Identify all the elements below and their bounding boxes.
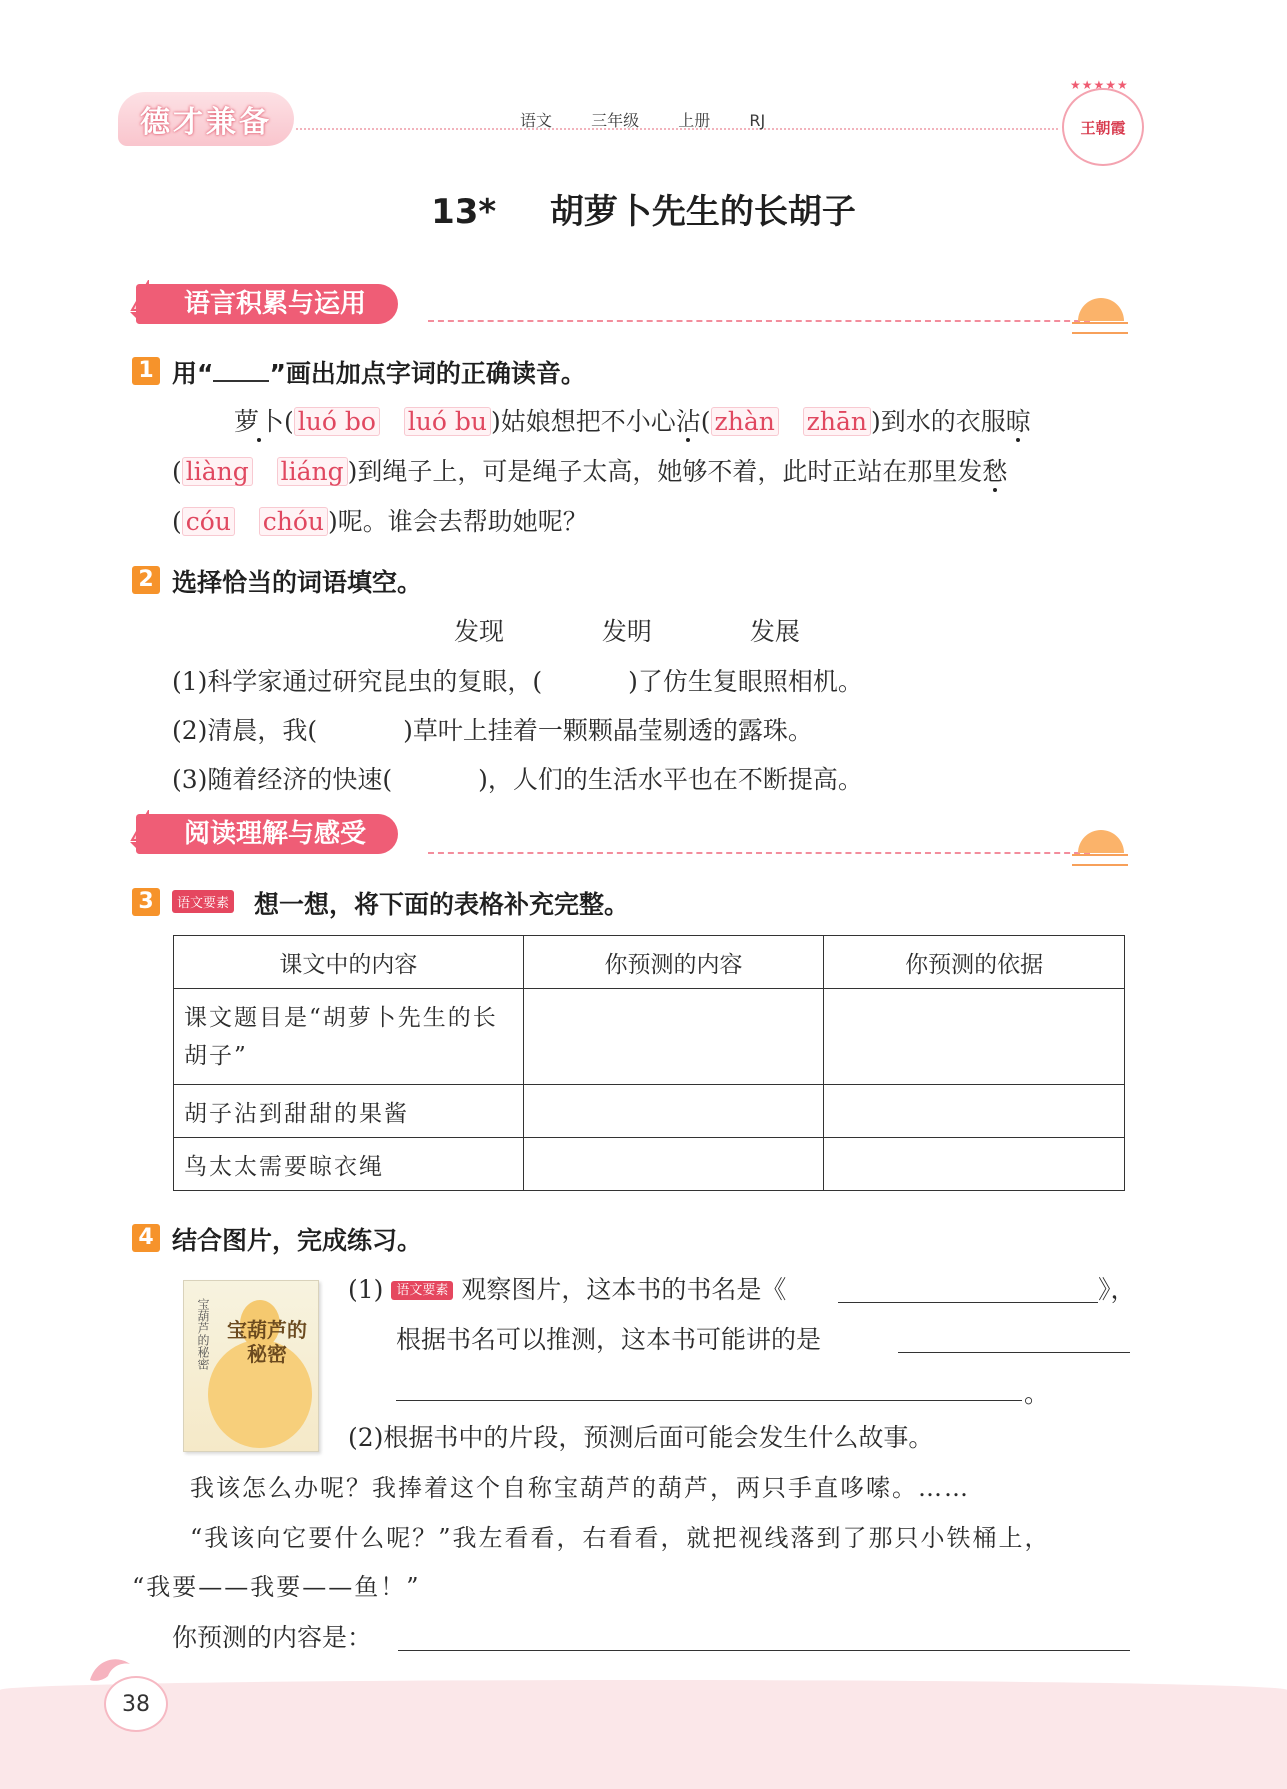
q2-sentence-1 bbox=[172, 662, 863, 698]
text: (2)清晨，我( bbox=[172, 716, 318, 745]
final-answer-line[interactable] bbox=[398, 1650, 1130, 1651]
pinyin-option[interactable]: liáng bbox=[277, 457, 348, 486]
word-option: 发明 bbox=[601, 617, 652, 646]
element-tag: 语文要素 bbox=[172, 890, 234, 913]
pinyin-option[interactable]: zhàn bbox=[711, 407, 779, 436]
word-bank bbox=[454, 612, 800, 648]
question-3-prompt: 想一想，将下面的表格补充完整。 bbox=[254, 890, 630, 919]
q4-part-1-prediction: 根据书名可以推测，这本书可能讲的是 bbox=[396, 1325, 822, 1354]
prediction-answer-line[interactable] bbox=[898, 1352, 1130, 1353]
page-title bbox=[0, 184, 1287, 233]
table-row bbox=[174, 1138, 1125, 1191]
section-divider bbox=[428, 320, 1090, 322]
excerpt-line: 我该怎么办呢？我捧着这个自称宝葫芦的葫芦，两只手直哆嗦。…… bbox=[190, 1474, 970, 1502]
brand-logo: 德才兼备 bbox=[118, 92, 294, 146]
book-title-answer-line[interactable] bbox=[838, 1302, 1098, 1303]
text: )了仿生复眼照相机。 bbox=[628, 667, 863, 696]
text: 呢。谁会去帮助她呢？ bbox=[337, 507, 588, 536]
question-1-prompt bbox=[172, 354, 586, 390]
answer-label: 你预测的内容是： bbox=[172, 1623, 373, 1652]
lesson-number: 13* bbox=[431, 192, 497, 232]
underline-sample bbox=[213, 358, 269, 382]
pinyin-option[interactable]: chóu bbox=[259, 507, 328, 536]
prompt-part: ”画出加点字词的正确读音。 bbox=[269, 359, 586, 388]
stamp-stars-icon: ★★★★★ bbox=[1070, 78, 1129, 92]
volume: 上册 bbox=[678, 111, 711, 130]
page-number: 38 bbox=[104, 1676, 168, 1732]
page-footer bbox=[0, 1690, 1287, 1789]
wave-icon bbox=[1072, 854, 1128, 866]
text: (3)随着经济的快速( bbox=[172, 765, 393, 794]
author-stamp bbox=[1062, 88, 1144, 166]
question-2-prompt: 选择恰当的词语填空。 bbox=[172, 568, 423, 597]
question-number: 2 bbox=[132, 566, 160, 594]
prediction-answer-line[interactable] bbox=[396, 1400, 1022, 1401]
text: )草叶上挂着一颗颗晶莹剔透的露珠。 bbox=[403, 716, 813, 745]
q4-part-1-end: 》， bbox=[1098, 1275, 1136, 1304]
question-number: 3 bbox=[132, 888, 160, 916]
q2-sentence-3 bbox=[172, 760, 863, 796]
book-cover-title: 宝葫芦的秘密 bbox=[227, 1318, 307, 1366]
text: 到绳子上，可是绳子太高，她够不着，此时正站在那里发 bbox=[357, 457, 983, 486]
table-cell: 鸟太太需要晾衣绳 bbox=[174, 1138, 524, 1191]
stamp-name: 王朝霞 bbox=[1080, 118, 1126, 137]
table-row bbox=[174, 989, 1125, 1085]
text: )，人们的生活水平也在不断提高。 bbox=[478, 765, 863, 794]
wave-icon bbox=[1072, 322, 1128, 334]
text: 观察图片，这本书的书名是《 bbox=[461, 1275, 787, 1304]
book-cover-vertical-title: 宝葫芦的秘密 bbox=[196, 1298, 210, 1370]
column-header: 课文中的内容 bbox=[174, 936, 524, 989]
q4-part-1 bbox=[348, 1270, 786, 1306]
table-cell: 胡子沾到甜甜的果酱 bbox=[174, 1085, 524, 1138]
text: (1) bbox=[348, 1275, 384, 1304]
edition: RJ bbox=[749, 111, 766, 130]
q2-sentence-2 bbox=[172, 711, 813, 747]
lesson-title: 胡萝卜先生的长胡子 bbox=[549, 192, 856, 232]
text: 到水的衣服 bbox=[880, 407, 1006, 436]
column-header: 你预测的依据 bbox=[824, 936, 1125, 989]
table-header-row bbox=[174, 936, 1125, 989]
header-info bbox=[520, 108, 785, 131]
dotted-word: 晾 bbox=[1005, 407, 1031, 436]
element-tag: 语文要素 bbox=[391, 1281, 453, 1300]
dotted-word: 沾 bbox=[675, 407, 701, 436]
answer-cell[interactable] bbox=[824, 989, 1125, 1085]
answer-cell[interactable] bbox=[523, 989, 824, 1085]
dotted-word: 愁 bbox=[982, 457, 1008, 486]
table-cell: 课文题目是“胡萝卜先生的长胡子” bbox=[174, 989, 524, 1085]
q4-part-2: (2)根据书中的片段，预测后面可能会发生什么故事。 bbox=[348, 1423, 934, 1452]
question-number: 4 bbox=[132, 1224, 160, 1252]
section-divider bbox=[428, 852, 1090, 854]
text: 姑娘想把不小心 bbox=[500, 407, 676, 436]
prediction-table bbox=[173, 935, 1125, 1191]
prompt-part: 用“ bbox=[172, 359, 214, 388]
word-option: 发展 bbox=[749, 617, 800, 646]
grade: 三年级 bbox=[591, 111, 640, 130]
subject: 语文 bbox=[520, 111, 553, 130]
pinyin-option[interactable]: liàng bbox=[182, 457, 253, 486]
q1-line-3: ( cóu chóu )呢。谁会去帮助她呢？ bbox=[172, 507, 588, 536]
q1-line-2: ( liàng liáng )到绳子上，可是绳子太高，她够不着，此时正站在那里发愁 bbox=[172, 457, 1008, 486]
text: (1)科学家通过研究昆虫的复眼，( bbox=[172, 667, 543, 696]
question-number: 1 bbox=[132, 357, 160, 385]
answer-cell[interactable] bbox=[523, 1138, 824, 1191]
question-4-prompt: 结合图片，完成练习。 bbox=[172, 1226, 423, 1255]
sunset-icon bbox=[1078, 830, 1124, 853]
pinyin-option[interactable]: cóu bbox=[182, 507, 235, 536]
excerpt-line: “我要——我要——鱼！” bbox=[132, 1573, 421, 1601]
excerpt-line: “我该向它要什么呢？”我左看看，右看看，就把视线落到了那只小铁桶上， bbox=[190, 1524, 1051, 1552]
section-header-reading: 阅读理解与感受 bbox=[136, 814, 398, 854]
period: 。 bbox=[1024, 1379, 1050, 1408]
sunset-icon bbox=[1078, 298, 1124, 321]
pinyin-option[interactable]: luó bo bbox=[294, 407, 380, 436]
answer-cell[interactable] bbox=[523, 1085, 824, 1138]
q1-line-1: 萝卜( luó bo luó bu )姑娘想把不小心沾( zhàn zhān )到水的衣服晾 bbox=[234, 407, 1031, 436]
dotted-word: 萝卜 bbox=[234, 407, 285, 436]
answer-cell[interactable] bbox=[824, 1138, 1125, 1191]
pinyin-option[interactable]: zhān bbox=[803, 407, 871, 436]
pinyin-option[interactable]: luó bu bbox=[404, 407, 491, 436]
column-header: 你预测的内容 bbox=[523, 936, 824, 989]
table-row bbox=[174, 1085, 1125, 1138]
answer-cell[interactable] bbox=[824, 1085, 1125, 1138]
word-option: 发现 bbox=[454, 617, 505, 646]
section-header-language: 语言积累与运用 bbox=[136, 284, 398, 324]
